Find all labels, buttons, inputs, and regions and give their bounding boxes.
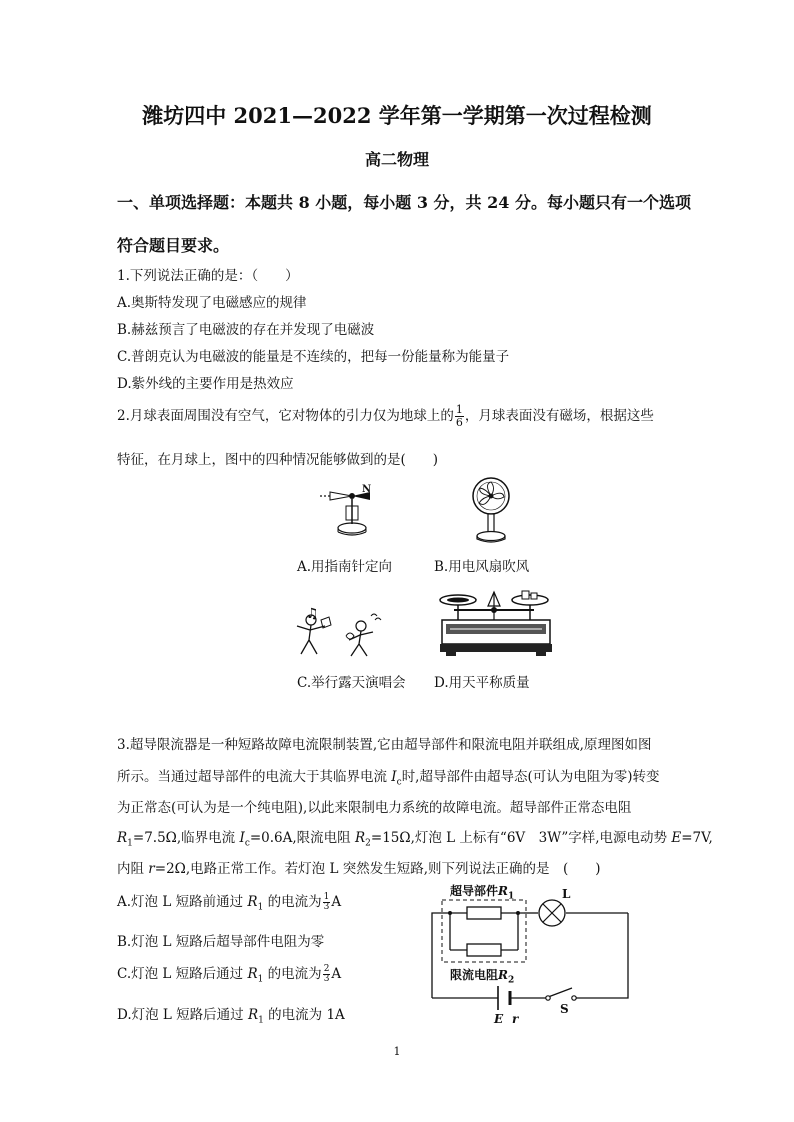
q3-opt-c-sub: 1 [257, 974, 264, 985]
q3-line2 [117, 765, 660, 788]
q3-option-c [117, 962, 341, 985]
q3-ic: I [239, 830, 245, 846]
q3-line3: 为正常态(可认为是一个纯电阻),以此来限制电力系统的故障电流。超导部件正常态电阻 [117, 800, 632, 816]
circuit-label-limit-resistor [450, 966, 514, 985]
compass-n-label: N [362, 484, 372, 495]
q3-line2-ic: I [391, 769, 397, 785]
circuit-label-switch: S [560, 1002, 569, 1016]
balance-figure [436, 586, 556, 660]
q3-opt-a-text2: 的电流为 [263, 894, 322, 910]
q3-opt-a-unit: A [331, 894, 342, 910]
q2-frac-num: 1 [455, 403, 463, 417]
q3-opt-c-text2: 的电流为 [263, 966, 322, 982]
q3-opt-c-frac [323, 965, 331, 985]
q3-opt-a-den: 3 [323, 902, 330, 912]
circuit-super-text: 超导部件 [450, 884, 499, 898]
q3-opt-c-num: 2 [323, 963, 330, 974]
q3-line4c: =15Ω,灯泡 L 上标有“6V 3W”字样,电源电动势 [370, 830, 672, 846]
q2-frac-den: 6 [455, 416, 463, 429]
q2-stem-part1: 2.月球表面周围没有空气，它对物体的引力仅为地球上的 [117, 408, 454, 424]
caption-a: A.用指南针定向 [297, 559, 393, 575]
circuit-label-superconductor [450, 882, 514, 901]
q3-e: E [671, 830, 682, 846]
section-heading-line1: 一、单项选择题：本题共 8 小题，每小题 3 分，共 24 分。每小题只有一个选项 [117, 193, 691, 212]
circuit-super-sub: 1 [508, 891, 515, 902]
q1-option-d: D.紫外线的主要作用是热效应 [117, 376, 294, 392]
q3-r1-sub: 1 [127, 838, 133, 849]
q3-opt-d-text2: 的电流为 1A [263, 1007, 345, 1023]
q2-stem-line2: 特征，在月球上，图中的四种情况能够做到的是( ) [117, 452, 439, 468]
q3-line4d: =7V, [681, 830, 713, 846]
caption-b: B.用电风扇吹风 [434, 559, 530, 575]
circuit-label-lamp: L [562, 887, 571, 901]
q3-line5b: =2Ω,电路正常工作。若灯泡 L 突然发生短路,则下列说法正确的是 ( ) [154, 861, 601, 877]
circuit-super-r: R [498, 884, 508, 898]
circuit-limit-r: R [498, 968, 508, 982]
q2-fraction [455, 404, 464, 428]
q3-r2-sub: 2 [365, 838, 371, 849]
q3-line1: 3.超导限流器是一种短路故障电流限制装置,它由超导部件和限流电阻并联组成,原理图如图 [117, 737, 652, 753]
q3-r1: R [117, 830, 128, 846]
q3-opt-a-sub: 1 [257, 902, 264, 913]
q3-option-b: B.灯泡 L 短路后超导部件电阻为零 [117, 934, 325, 950]
q3-r: r [148, 861, 155, 877]
q2-stem-line1 [117, 404, 654, 429]
circuit-limit-sub: 2 [508, 975, 515, 986]
q3-opt-a-frac [323, 893, 331, 913]
music-note-icon: ♫ [306, 606, 319, 622]
q3-line4 [117, 826, 713, 849]
q2-stem-part2: ，月球表面没有磁场，根据这些 [464, 408, 654, 424]
q3-line2a: 所示。当通过超导部件的电流大于其临界电流 [117, 769, 392, 785]
q3-opt-a-text: A.灯泡 L 短路前通过 [117, 894, 248, 910]
q3-line2-ic-sub: c [396, 777, 402, 788]
page-number: 1 [393, 1045, 401, 1058]
caption-d: D.用天平称质量 [434, 675, 530, 691]
q3-opt-d-text: D.灯泡 L 短路后通过 [117, 1007, 248, 1023]
caption-c: C.举行露天演唱会 [297, 675, 406, 691]
page-subtitle: 高二物理 [364, 150, 429, 169]
q3-option-d [117, 1003, 345, 1026]
q3-line5 [117, 857, 601, 877]
q3-r2: R [354, 830, 366, 846]
q3-line5a: 内阻 [117, 861, 149, 877]
q3-ic-sub: c [244, 838, 250, 849]
q1-option-b: B.赫兹预言了电磁波的存在并发现了电磁波 [117, 322, 375, 338]
q3-opt-a-r: R [247, 894, 258, 910]
q3-opt-d-sub: 1 [258, 1015, 264, 1026]
q3-opt-c-r: R [247, 966, 258, 982]
fan-figure [466, 474, 516, 546]
circuit-label-internal-r: r [512, 1012, 519, 1026]
q3-opt-c-den: 3 [323, 974, 330, 984]
q1-stem: 1.下列说法正确的是：（ ） [117, 268, 299, 284]
q3-option-a [117, 890, 341, 913]
circuit-limit-text: 限流电阻 [450, 968, 499, 982]
circuit-label-emf: E [494, 1012, 504, 1026]
page-title: 潍坊四中 2021—2022 学年第一学期第一次过程检测 [142, 103, 652, 128]
q1-option-c: C.普朗克认为电磁波的能量是不连续的，把每一份能量称为能量子 [117, 349, 510, 365]
section-heading-line2: 符合题目要求。 [117, 236, 230, 255]
q1-option-a: A.奥斯特发现了电磁感应的规律 [117, 295, 307, 311]
compass-figure [312, 482, 382, 542]
q3-line2b: 时,超导部件由超导态(可认为电阻为零)转变 [401, 769, 660, 785]
q3-line4a: =7.5Ω,临界电流 [132, 830, 240, 846]
q3-opt-c-unit: A [331, 966, 342, 982]
q3-opt-a-num: 1 [323, 891, 330, 902]
q3-opt-d-r: R [247, 1007, 259, 1023]
q3-line4b: =0.6A,限流电阻 [249, 830, 355, 846]
q3-opt-c-text: C.灯泡 L 短路后通过 [117, 966, 248, 982]
